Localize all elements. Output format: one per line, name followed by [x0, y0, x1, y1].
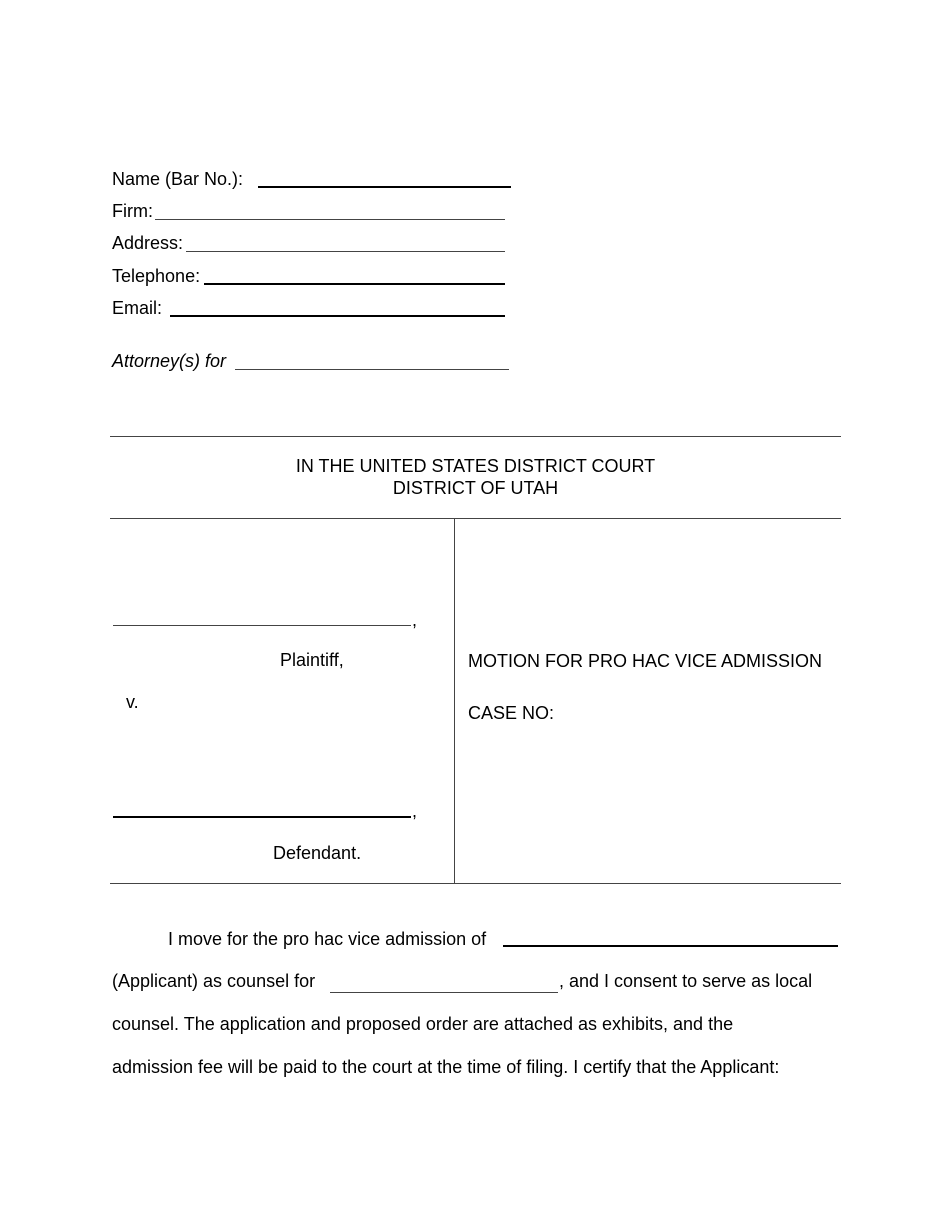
caption-bottom-rule [110, 883, 841, 884]
firm-field[interactable] [155, 219, 505, 220]
body-line-1: I move for the pro hac vice admission of [168, 929, 487, 949]
plaintiff-name-field[interactable] [113, 625, 411, 626]
address-label: Address: [112, 233, 184, 253]
versus-label: v. [126, 692, 139, 712]
court-name: IN THE UNITED STATES DISTRICT COURT [295, 456, 656, 476]
address-field[interactable] [186, 251, 505, 252]
body-line-4: admission fee will be paid to the court at the time of filing. I certify that the Applicant: [112, 1057, 780, 1077]
court-top-rule [110, 436, 841, 437]
firm-label: Firm: [112, 201, 153, 221]
defendant-comma: , [412, 801, 418, 821]
name-bar-no-label: Name (Bar No.): [112, 169, 244, 189]
court-district: DISTRICT OF UTAH [392, 478, 559, 498]
case-no-label: CASE NO: [468, 703, 555, 723]
defendant-label: Defendant. [273, 843, 362, 863]
body-line-3: counsel. The application and proposed order are attached as exhibits, and the [112, 1014, 734, 1034]
email-field[interactable] [170, 315, 505, 317]
body-line-2-start: (Applicant) as counsel for [112, 971, 316, 991]
attorney-for-field[interactable] [235, 369, 509, 370]
client-name-field[interactable] [330, 992, 558, 993]
plaintiff-label: Plaintiff, [280, 650, 344, 670]
telephone-label: Telephone: [112, 266, 201, 286]
applicant-name-field[interactable] [503, 945, 838, 947]
plaintiff-comma: , [412, 610, 418, 630]
body-line-2-end: , and I consent to serve as local [559, 971, 813, 991]
defendant-name-field[interactable] [113, 816, 411, 818]
email-label: Email: [112, 298, 163, 318]
caption-top-rule [110, 518, 841, 519]
caption-divider [454, 518, 455, 884]
name-bar-no-field[interactable] [258, 186, 511, 188]
motion-title: MOTION FOR PRO HAC VICE ADMISSION [468, 651, 823, 671]
telephone-field[interactable] [204, 283, 505, 285]
attorney-for-label: Attorney(s) for [112, 351, 227, 371]
